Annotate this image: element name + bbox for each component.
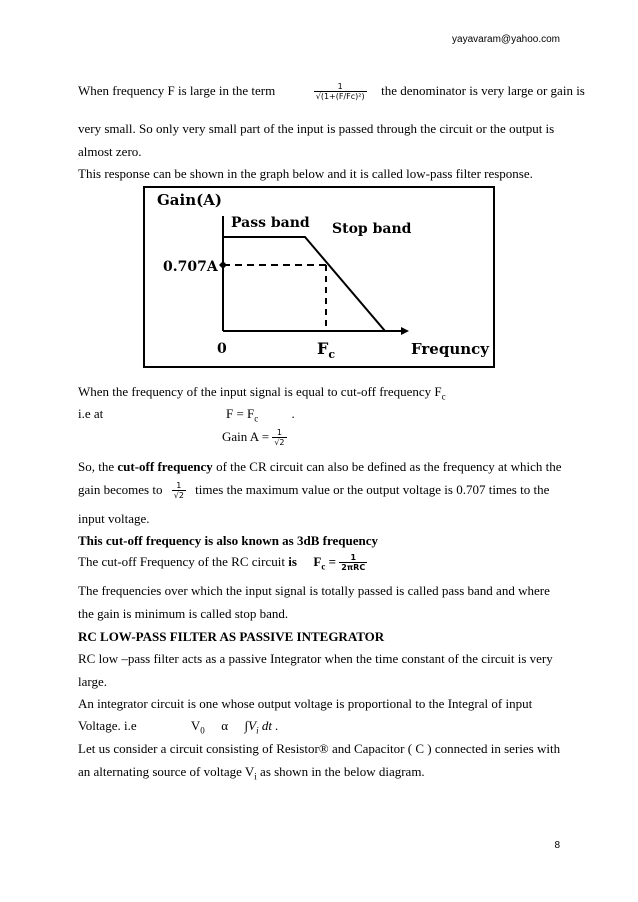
- text: Gain A =: [222, 428, 270, 444]
- subscript: c: [254, 413, 259, 424]
- header-email: yayavaram@yahoo.com: [452, 34, 560, 45]
- fraction-denominator: √(1+(F/Fc)²): [315, 92, 365, 101]
- paragraph-line: [78, 553, 367, 573]
- paragraph-line: [78, 764, 425, 782]
- subscript: i: [254, 771, 257, 782]
- paragraph-line: almost zero.: [78, 144, 142, 159]
- origin-label: 0: [217, 341, 227, 357]
- fraction-numerator: 1: [339, 553, 367, 563]
- paragraph-line: [78, 82, 585, 102]
- equation-line: [226, 406, 295, 424]
- integral-symbol: ∫V: [244, 718, 257, 733]
- paragraph-line: Let us consider a circuit consisting of Resistor® and Capacitor ( C ) connected in series with: [78, 741, 561, 756]
- paragraph-line: large.: [78, 674, 107, 689]
- subscript: 0: [200, 725, 205, 736]
- fraction-denominator: √2: [274, 438, 285, 447]
- paragraph-line: An integrator circuit is one whose output voltage is proportional to the Integral of input: [78, 696, 533, 711]
- text: α: [221, 718, 229, 733]
- paragraph-line: [78, 481, 549, 501]
- text: F = F: [226, 406, 255, 421]
- section-heading: RC LOW-PASS FILTER AS PASSIVE INTEGRATOR: [78, 629, 385, 644]
- paragraph-line: The frequencies over which the input signal is totally passed is called pass band and where: [78, 583, 550, 598]
- fraction-numerator: 1: [272, 428, 286, 438]
- text: So, the: [78, 459, 118, 474]
- subscript: c: [321, 561, 326, 572]
- text: V: [190, 718, 201, 733]
- text: as shown in the below diagram.: [256, 764, 425, 779]
- paragraph-line: This response can be shown in the graph below and it is called low-pass filter response.: [78, 166, 533, 181]
- fraction: [339, 553, 367, 573]
- fraction: [172, 481, 186, 501]
- low-pass-response-graph: [143, 186, 495, 368]
- bold-text: F: [313, 553, 322, 569]
- text: dt .: [258, 718, 279, 733]
- fc-main: F: [317, 339, 329, 358]
- fraction: [272, 428, 286, 448]
- fraction-numerator: 1: [314, 82, 367, 92]
- gain-fraction: [314, 82, 367, 102]
- text: When the frequency of the input signal is equal to cut-off frequency F: [78, 384, 442, 399]
- pass-band-label: Pass band: [231, 215, 310, 231]
- frequency-axis-label: Frequncy: [411, 340, 489, 358]
- text: gain becomes to: [78, 481, 163, 497]
- paragraph-line: [78, 718, 278, 736]
- bold-text: is: [288, 553, 297, 569]
- text: The cut-off Frequency of the RC circuit: [78, 553, 289, 569]
- paragraph-line: very small. So only very small part of the input is passed through the circuit or the output is: [78, 121, 555, 136]
- bold-text: =: [325, 553, 337, 569]
- stop-band-label: Stop band: [332, 221, 412, 237]
- text: of the CR circuit can also be defined as the frequency at which the: [212, 459, 562, 474]
- paragraph-line: [78, 459, 562, 475]
- level-label: 0.707A: [163, 259, 218, 275]
- page-number: 8: [554, 840, 560, 851]
- paragraph-line: RC low –pass filter acts as a passive Integrator when the time constant of the circuit is very: [78, 651, 553, 666]
- fraction-numerator: 1: [172, 481, 186, 491]
- paragraph-line: [78, 406, 103, 422]
- bold-text: cut-off frequency: [117, 459, 213, 474]
- text: Voltage. i.e: [78, 718, 137, 733]
- fc-subscript: c: [328, 348, 336, 361]
- fraction-denominator: √2: [173, 491, 184, 500]
- paragraph-line: [78, 384, 446, 402]
- fraction-denominator: 2πRC: [341, 563, 366, 572]
- gain-axis-label: Gain(A): [157, 191, 222, 209]
- paragraph-line: the gain is minimum is called stop band.: [78, 606, 289, 621]
- text: When frequency F is large in the term: [78, 82, 276, 98]
- paragraph-line: This cut-off frequency is also known as 3dB frequency: [78, 533, 378, 548]
- text: an alternating source of voltage V: [78, 764, 255, 779]
- text: .: [291, 406, 295, 421]
- text: times the maximum value or the output voltage is 0.707 times to the: [195, 481, 550, 497]
- text: the denominator is very large or gain is: [381, 82, 585, 98]
- text: i.e at: [78, 406, 104, 421]
- paragraph-line: input voltage.: [78, 511, 150, 526]
- subscript: c: [441, 391, 446, 402]
- subscript: i: [256, 725, 259, 736]
- equation-line: [222, 428, 287, 448]
